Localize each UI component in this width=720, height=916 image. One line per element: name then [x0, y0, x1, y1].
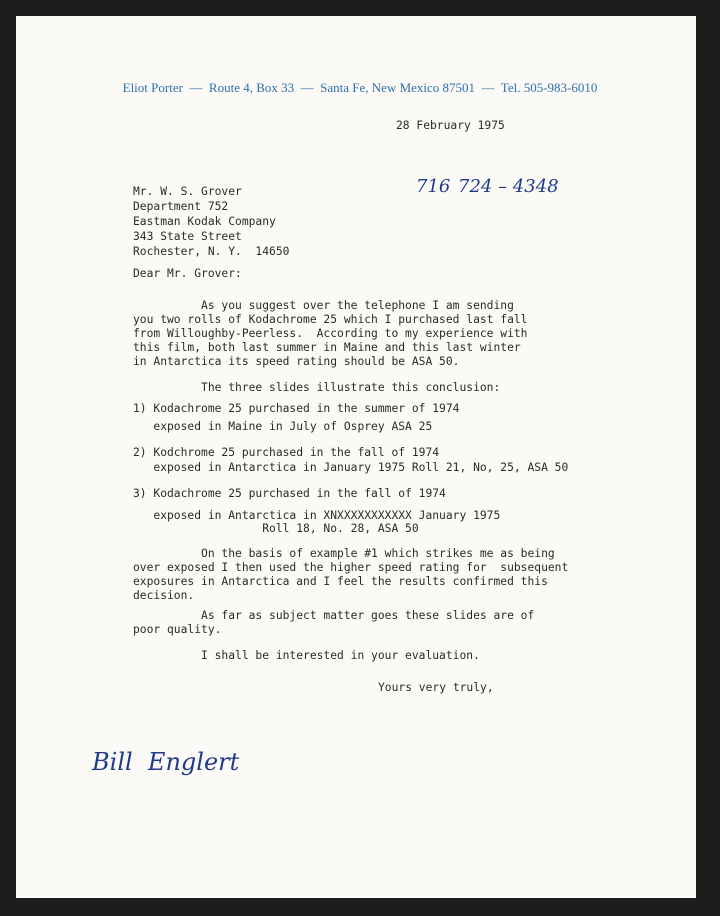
- recipient-line: Department 752: [133, 200, 229, 213]
- body-line: you two rolls of Kodachrome 25 which I purchased last fall: [133, 313, 528, 326]
- recipient-line: 343 State Street: [133, 230, 242, 243]
- handwritten-phone-number: 724 – 4348: [458, 176, 559, 197]
- body-line: from Willoughby-Peerless. According to my experience with: [133, 327, 528, 340]
- list-item-1: 1) Kodachrome 25 purchased in the summer of 1974: [133, 402, 460, 415]
- salutation: Dear Mr. Grover:: [133, 267, 242, 280]
- body-line: poor quality.: [133, 623, 222, 636]
- recipient-line: Rochester, N. Y. 14650: [133, 245, 290, 258]
- body-line: decision.: [133, 589, 195, 602]
- handwritten-signature: Bill Englert: [92, 748, 240, 776]
- recipient-line: Mr. W. S. Grover: [133, 185, 242, 198]
- list-item-3-detail: exposed in Antarctica in XNXXXXXXXXXXX January 1975: [133, 509, 501, 522]
- paragraph-2: The three slides illustrate this conclusion:: [133, 381, 501, 394]
- list-item-1-detail: exposed in Maine in July of Osprey ASA 25: [133, 420, 433, 433]
- list-item-2: 2) Kodchrome 25 purchased in the fall of 1974: [133, 446, 440, 459]
- closing: Yours very truly,: [378, 681, 494, 694]
- list-item-3-roll: Roll 18, No. 28, ASA 50: [133, 522, 419, 535]
- list-item-3: 3) Kodachrome 25 purchased in the fall of 1974: [133, 487, 446, 500]
- body-line: in Antarctica its speed rating should be ASA 50.: [133, 355, 460, 368]
- list-item-2-detail: exposed in Antarctica in January 1975 Roll 21, No, 25, ASA 50: [133, 461, 569, 474]
- body-line: As far as subject matter goes these slides are of: [133, 609, 535, 622]
- letter-date: 28 February 1975: [396, 119, 505, 132]
- handwritten-area-code: 716: [416, 176, 451, 197]
- letterhead: Eliot Porter — Route 4, Box 33 — Santa Fe, New Mexico 87501 — Tel. 505-983-6010: [122, 80, 598, 95]
- body-line: exposures in Antarctica and I feel the results confirmed this: [133, 575, 548, 588]
- body-line: over exposed I then used the higher speed rating for subsequent: [133, 561, 569, 574]
- body-line: this film, both last summer in Maine and this last winter: [133, 341, 521, 354]
- recipient-line: Eastman Kodak Company: [133, 215, 276, 228]
- paragraph-5: I shall be interested in your evaluation.: [133, 649, 480, 662]
- body-line: On the basis of example #1 which strikes me as being: [133, 547, 555, 560]
- body-line: As you suggest over the telephone I am sending: [133, 299, 514, 312]
